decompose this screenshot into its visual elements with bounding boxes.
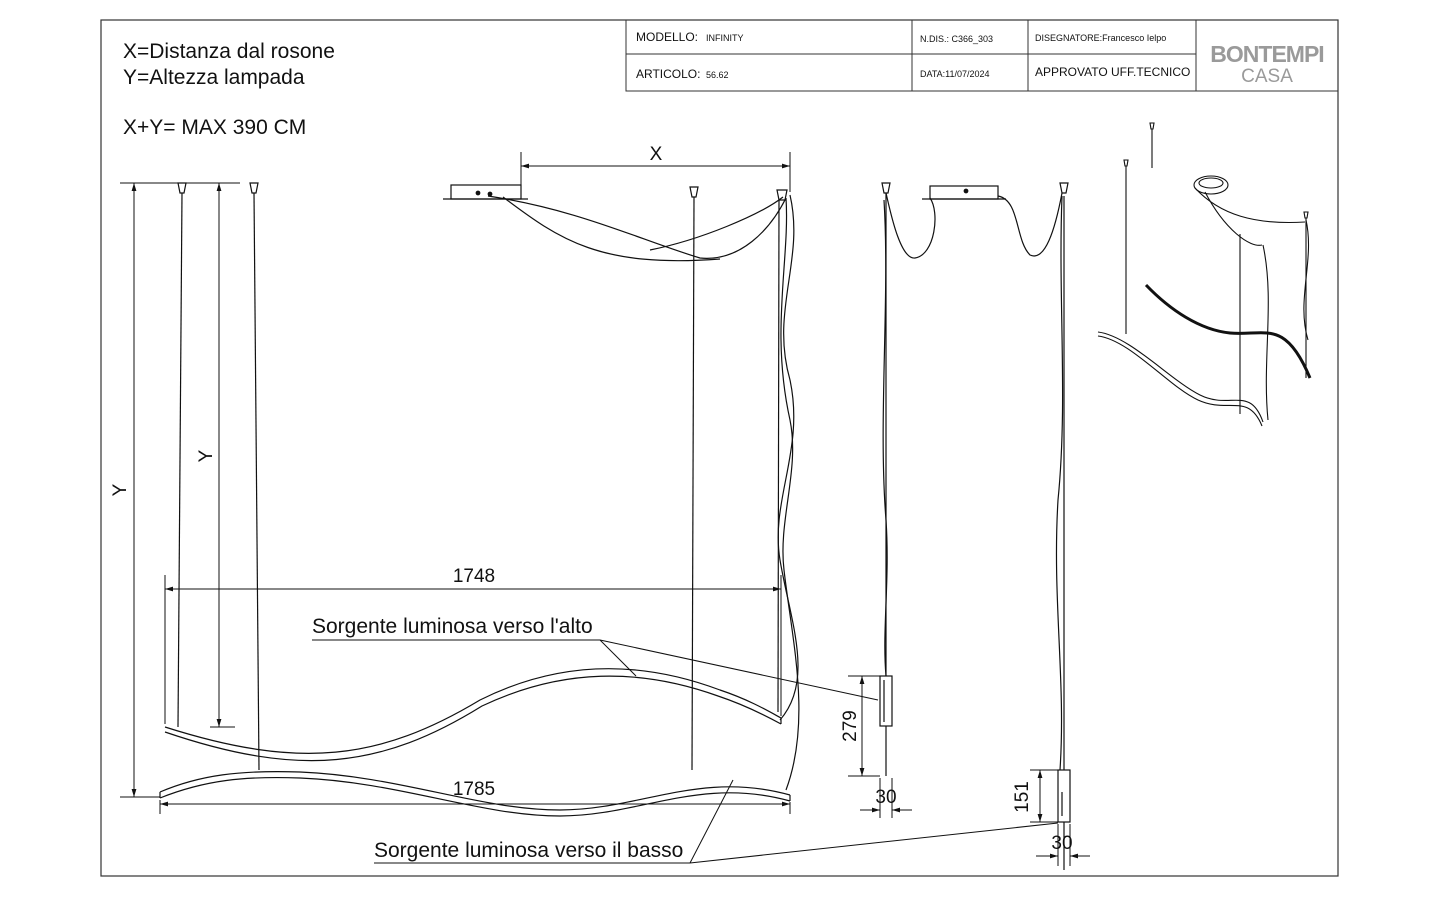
dim-upper-length: 1748 <box>452 566 496 587</box>
drawing-number: N.DIS.: C366_303 <box>920 34 994 44</box>
svg-text:CASA: CASA <box>1241 66 1293 87</box>
approval: APPROVATO UFF.TECNICO <box>1035 65 1191 79</box>
note-y-definition: Y=Altezza lampada <box>123 66 305 89</box>
dim-y-inner-label: Y <box>196 449 217 463</box>
front-view <box>160 183 799 816</box>
modello-label: MODELLO: <box>636 30 699 44</box>
callout-down-light: Sorgente luminosa verso il basso <box>374 839 684 862</box>
note-x-definition: X=Distanza dal rosone <box>123 40 335 63</box>
dim-lower-height: 151 <box>1012 781 1033 813</box>
note-max-length: X+Y= MAX 390 CM <box>123 116 307 139</box>
articolo-label: ARTICOLO: <box>636 67 701 81</box>
articolo-value: 56.62 <box>706 70 729 80</box>
modello-value: INFINITY <box>706 33 744 43</box>
callout-leaders <box>312 640 1058 863</box>
dim-x-label: X <box>649 144 663 165</box>
bontempi-logo <box>1210 41 1323 87</box>
dim-y-outer-label: Y <box>110 483 131 497</box>
side-view-upper <box>880 183 1068 776</box>
side-view-lower <box>1056 196 1070 870</box>
drawing-date: DATA:11/07/2024 <box>920 69 990 79</box>
perspective-view <box>1098 123 1310 426</box>
svg-text:BONTEMPI: BONTEMPI <box>1210 41 1324 67</box>
dim-lower-width: 30 <box>1051 833 1073 854</box>
dim-lower-length: 1785 <box>452 779 496 800</box>
dim-upper-height: 279 <box>840 710 861 742</box>
callout-up-light: Sorgente luminosa verso l'alto <box>312 615 593 638</box>
designer: DISEGNATORE:Francesco Ielpo <box>1035 33 1167 43</box>
dim-upper-width: 30 <box>875 787 897 808</box>
